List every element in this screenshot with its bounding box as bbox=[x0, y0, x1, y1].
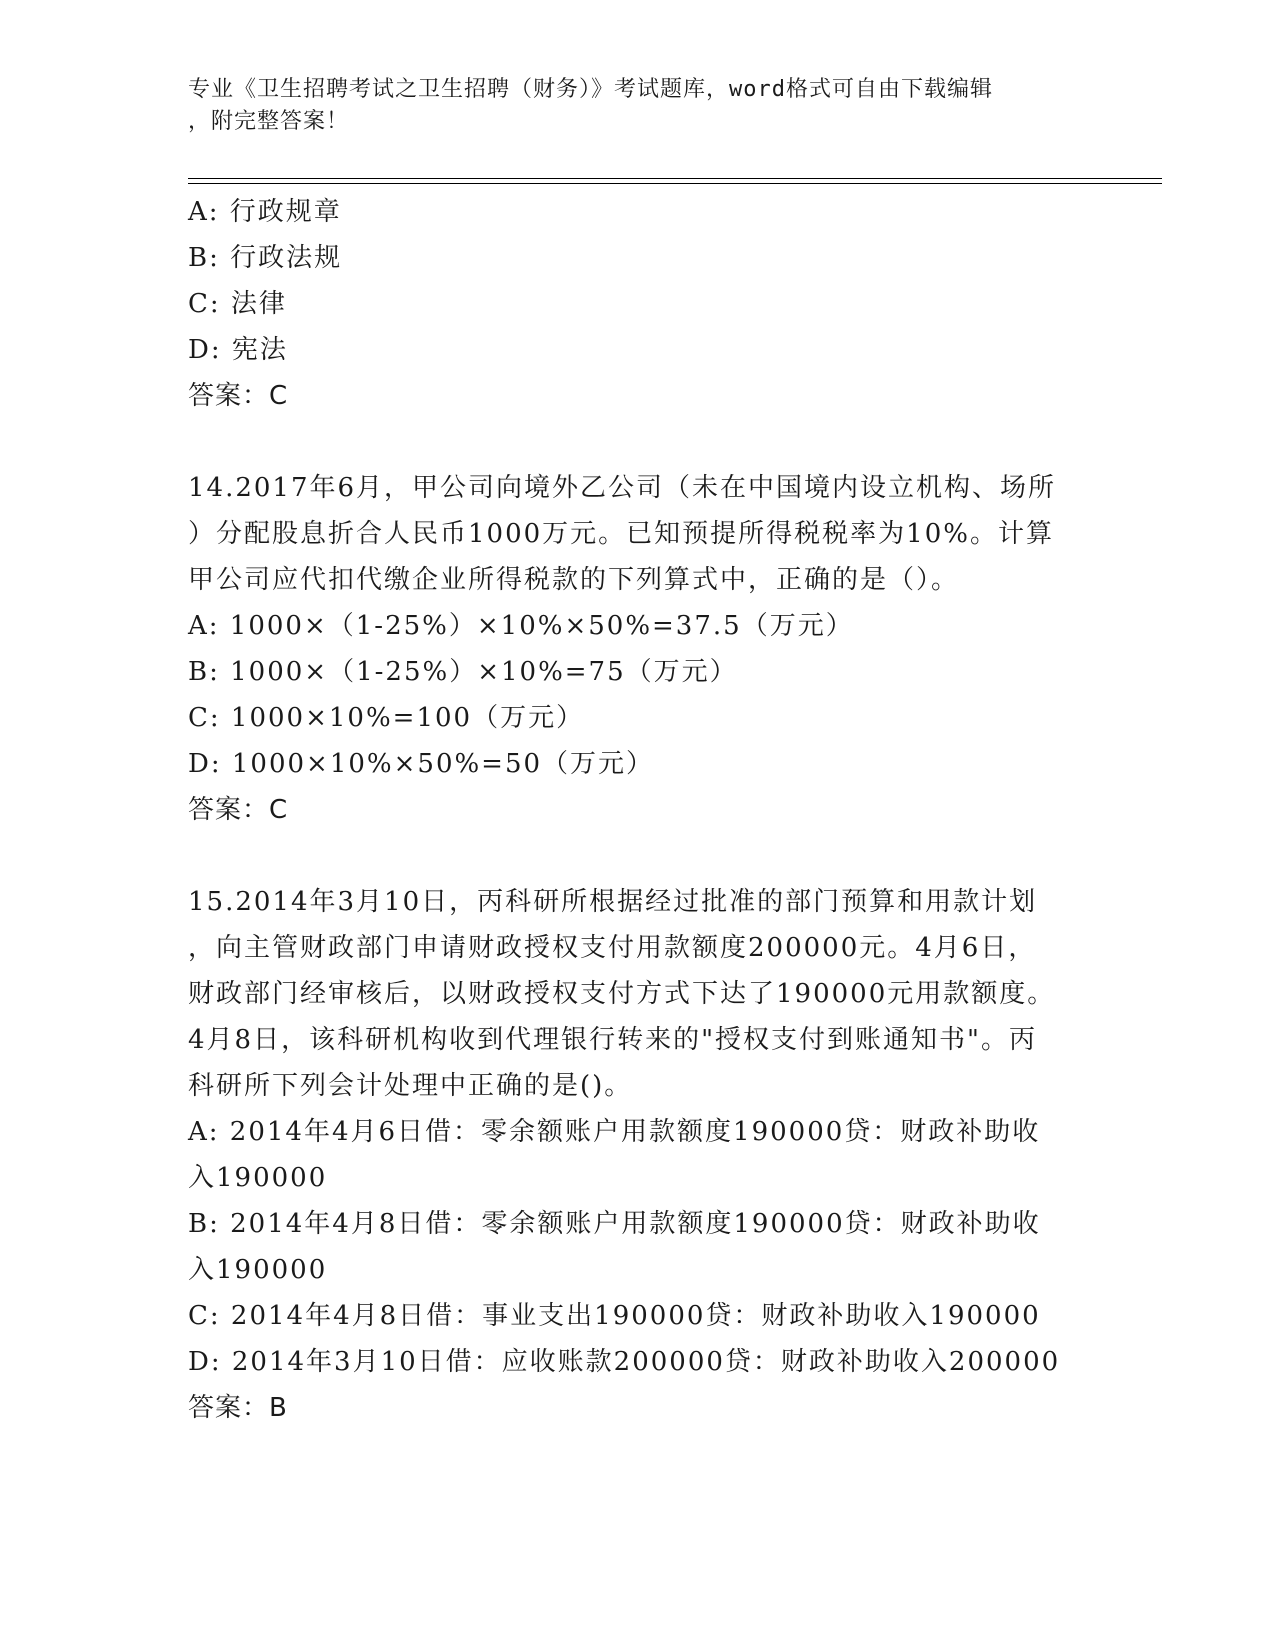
question-13-block bbox=[188, 189, 1188, 419]
option-b-continued: 入190000 bbox=[188, 1255, 328, 1285]
answer-line: 答案：B bbox=[188, 1393, 288, 1423]
option-d: D: 1000×10%×50%=50（万元） bbox=[188, 749, 655, 779]
question-15-block bbox=[188, 879, 1188, 1431]
header-divider-bottom bbox=[188, 183, 1162, 184]
spacer bbox=[188, 833, 1188, 879]
option-d: D: 2014年3月10日借：应收账款200000贷：财政补助收入200000 bbox=[188, 1347, 1061, 1377]
answer-line: 答案：C bbox=[188, 381, 289, 411]
question-stem-line: ，向主管财政部门申请财政授权支付用款额度200000元。4月6日， bbox=[188, 933, 1037, 963]
question-stem-line: 14.2017年6月，甲公司向境外乙公司（未在中国境内设立机构、场所 bbox=[188, 473, 1057, 503]
option-a: A: 行政规章 bbox=[188, 197, 342, 227]
question-stem-line: 15.2014年3月10日，丙科研所根据经过批准的部门预算和用款计划 bbox=[188, 887, 1038, 917]
question-14-block bbox=[188, 465, 1188, 833]
option-d: D: 宪法 bbox=[188, 335, 288, 365]
document-body bbox=[188, 189, 1188, 1431]
option-a: A: 2014年4月6日借：零余额账户用款额度190000贷：财政补助收 bbox=[188, 1117, 1041, 1147]
header-line-1: 专业《卫生招聘考试之卫生招聘（财务）》考试题库，word格式可自由下载编辑 bbox=[188, 77, 993, 102]
option-c: C: 2014年4月8日借：事业支出190000贷：财政补助收入190000 bbox=[188, 1301, 1041, 1331]
question-stem-line: ）分配股息折合人民币1000万元。已知预提所得税税率为10%。计算 bbox=[188, 519, 1054, 549]
option-a-continued: 入190000 bbox=[188, 1163, 328, 1193]
header-line-2: ，附完整答案！ bbox=[188, 109, 350, 134]
option-c: C: 1000×10%=100（万元） bbox=[188, 703, 585, 733]
header-divider-top bbox=[188, 178, 1162, 179]
option-c: C: 法律 bbox=[188, 289, 287, 319]
question-stem-line: 财政部门经审核后，以财政授权支付方式下达了190000元用款额度。 bbox=[188, 979, 1056, 1009]
option-a: A: 1000×（1-25%）×10%×50%=37.5（万元） bbox=[188, 611, 854, 641]
answer-line: 答案：C bbox=[188, 795, 289, 825]
option-b: B: 行政法规 bbox=[188, 243, 343, 273]
question-stem-line: 科研所下列会计处理中正确的是()。 bbox=[188, 1071, 633, 1101]
question-stem-line: 4月8日，该科研机构收到代理银行转来的"授权支付到账通知书"。丙 bbox=[188, 1025, 1038, 1055]
option-b: B: 2014年4月8日借：零余额账户用款额度190000贷：财政补助收 bbox=[188, 1209, 1041, 1239]
spacer bbox=[188, 419, 1188, 465]
document-header bbox=[188, 74, 1088, 138]
option-b: B: 1000×（1-25%）×10%=75（万元） bbox=[188, 657, 738, 687]
question-stem-line: 甲公司应代扣代缴企业所得税款的下列算式中，正确的是（）。 bbox=[188, 565, 960, 595]
